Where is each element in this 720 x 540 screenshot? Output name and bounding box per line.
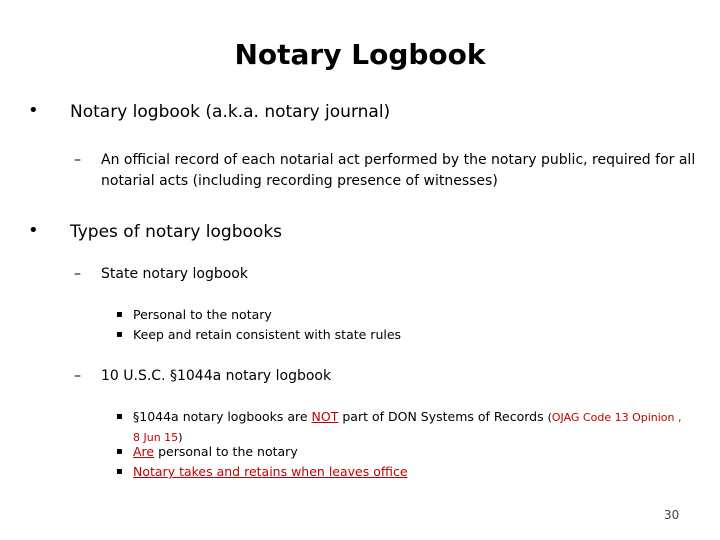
citation-paren: ( bbox=[547, 411, 552, 424]
page-title: Notary Logbook bbox=[234, 38, 486, 71]
state-logbook-heading: State notary logbook bbox=[101, 266, 248, 282]
citation-date: 8 Jun 15 bbox=[133, 431, 179, 444]
usc-item-retains: Notary takes and retains when leaves office bbox=[133, 464, 408, 479]
are-emphasis: Are bbox=[133, 444, 155, 459]
dash-marker: – bbox=[74, 368, 81, 384]
citation-paren: ) bbox=[178, 431, 183, 444]
bullet-dot: ▪ bbox=[116, 411, 123, 422]
state-item-retain: Keep and retain consistent with state rules bbox=[133, 327, 402, 342]
usc-item-text: §1044a notary logbooks are bbox=[133, 409, 312, 424]
definition-line-1: An official record of each notarial act performed by the notary public, required for all bbox=[101, 152, 696, 168]
usc-item-text-tail: part of DON Systems of Records bbox=[338, 409, 548, 424]
bullet-dot: • bbox=[28, 100, 39, 121]
state-item-personal: Personal to the notary bbox=[133, 307, 272, 322]
bullet-notary-logbook: Notary logbook (a.k.a. notary journal) bbox=[70, 102, 391, 122]
usc-item-personal bbox=[133, 444, 298, 459]
usc-item-personal-text: personal to the notary bbox=[154, 444, 298, 459]
dash-marker: – bbox=[74, 152, 81, 168]
bullet-dot: ▪ bbox=[116, 446, 123, 457]
bullet-dot: ▪ bbox=[116, 329, 123, 340]
usc-logbook-heading: 10 U.S.C. §1044a notary logbook bbox=[101, 368, 332, 384]
page-number: 30 bbox=[664, 508, 680, 522]
bullet-dot: ▪ bbox=[116, 309, 123, 320]
citation-line-2 bbox=[133, 426, 182, 445]
usc-item-not-sor bbox=[133, 409, 682, 424]
bullet-dot: • bbox=[28, 220, 39, 241]
definition-line-2: notarial acts (including recording presence of witnesses) bbox=[101, 173, 498, 189]
bullet-dot: ▪ bbox=[116, 466, 123, 477]
not-emphasis: NOT bbox=[311, 409, 339, 424]
citation-text: OJAG Code 13 Opinion , bbox=[551, 411, 682, 424]
dash-marker: – bbox=[74, 266, 81, 282]
bullet-types-of-logbooks: Types of notary logbooks bbox=[70, 222, 283, 242]
